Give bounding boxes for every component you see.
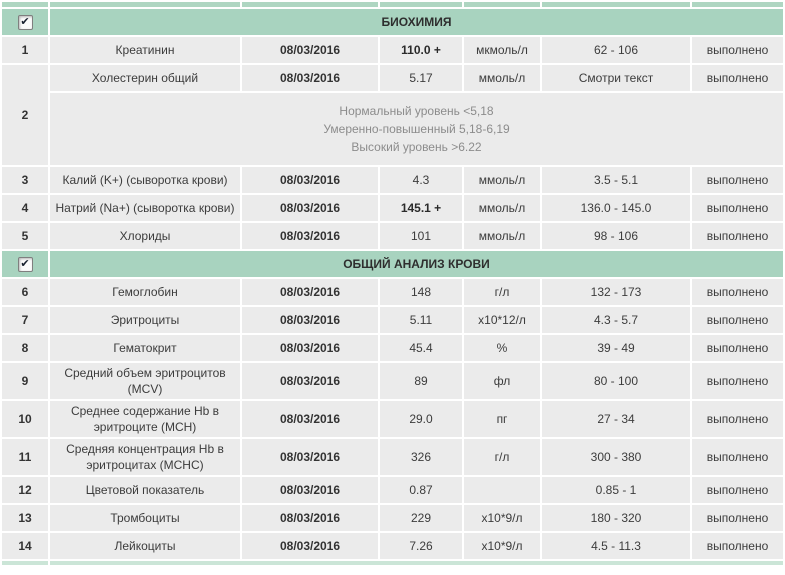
- partial-cell: [542, 2, 690, 7]
- partial-cell: [2, 2, 48, 7]
- date-cell: 08/03/2016: [242, 505, 378, 531]
- units-cell: х10*9/л: [464, 505, 540, 531]
- row-number-cell: 5: [2, 223, 48, 249]
- partial-cell: [50, 561, 783, 565]
- status-cell: выполнено: [692, 279, 783, 305]
- status-cell: выполнено: [692, 477, 783, 503]
- partial-cell: [692, 2, 783, 7]
- value-cell: 101: [380, 223, 462, 249]
- reference-range-cell: 136.0 - 145.0: [542, 195, 690, 221]
- units-cell: [464, 477, 540, 503]
- date-cell: 08/03/2016: [242, 65, 378, 91]
- units-cell: ммоль/л: [464, 167, 540, 193]
- units-cell: фл: [464, 363, 540, 399]
- row-number-cell: 1: [2, 37, 48, 63]
- date-cell: 08/03/2016: [242, 335, 378, 361]
- reference-range-cell: 3.5 - 5.1: [542, 167, 690, 193]
- test-name-cell: Тромбоциты: [50, 505, 240, 531]
- test-name-cell: Гематокрит: [50, 335, 240, 361]
- lab-result-row[interactable]: [2, 279, 783, 305]
- note-cell: [50, 93, 783, 165]
- reference-range-cell: 132 - 173: [542, 279, 690, 305]
- reference-range-cell: 98 - 106: [542, 223, 690, 249]
- section-header-row: [2, 9, 783, 35]
- reference-range-cell: Смотри текст: [542, 65, 690, 91]
- test-name-cell: Креатинин: [50, 37, 240, 63]
- date-cell: 08/03/2016: [242, 363, 378, 399]
- value-cell: 326: [380, 439, 462, 475]
- value-cell: 29.0: [380, 401, 462, 437]
- partial-row-top: [2, 2, 783, 7]
- row-number-cell: 13: [2, 505, 48, 531]
- reference-range-cell: 62 - 106: [542, 37, 690, 63]
- row-number-cell: 14: [2, 533, 48, 559]
- note-row: [2, 93, 783, 165]
- value-cell: 7.26: [380, 533, 462, 559]
- row-number-cell: 7: [2, 307, 48, 333]
- row-number-cell: 10: [2, 401, 48, 437]
- units-cell: х10*9/л: [464, 533, 540, 559]
- value-cell: 110.0 +: [380, 37, 462, 63]
- row-number-cell: 6: [2, 279, 48, 305]
- lab-result-row[interactable]: [2, 505, 783, 531]
- units-cell: ммоль/л: [464, 195, 540, 221]
- note-line: Нормальный уровень <5,18: [339, 104, 494, 118]
- value-cell: 45.4: [380, 335, 462, 361]
- note-line: Высокий уровень >6.22: [351, 140, 482, 154]
- test-name-cell: Калий (K+) (сыворотка крови): [50, 167, 240, 193]
- date-cell: 08/03/2016: [242, 195, 378, 221]
- test-name-cell: Среднее содержание Hb в эритроците (MCH): [50, 401, 240, 437]
- lab-result-row[interactable]: [2, 223, 783, 249]
- status-cell: выполнено: [692, 223, 783, 249]
- checkbox-checked-icon[interactable]: ✔: [18, 15, 33, 30]
- partial-cell: [50, 2, 240, 7]
- lab-result-row[interactable]: [2, 401, 783, 437]
- status-cell: выполнено: [692, 307, 783, 333]
- partial-cell: [2, 561, 48, 565]
- status-cell: выполнено: [692, 533, 783, 559]
- partial-cell: [464, 2, 540, 7]
- lab-result-row[interactable]: [2, 167, 783, 193]
- row-number-cell: 3: [2, 167, 48, 193]
- date-cell: 08/03/2016: [242, 37, 378, 63]
- date-cell: 08/03/2016: [242, 167, 378, 193]
- status-cell: выполнено: [692, 363, 783, 399]
- row-number-cell: 8: [2, 335, 48, 361]
- units-cell: ммоль/л: [464, 223, 540, 249]
- lab-result-row[interactable]: [2, 477, 783, 503]
- row-number-cell: 9: [2, 363, 48, 399]
- units-cell: ммоль/л: [464, 65, 540, 91]
- test-name-cell: Эритроциты: [50, 307, 240, 333]
- partial-row-bottom: [2, 561, 783, 565]
- reference-range-cell: 4.5 - 11.3: [542, 533, 690, 559]
- date-cell: 08/03/2016: [242, 223, 378, 249]
- value-cell: 4.3: [380, 167, 462, 193]
- date-cell: 08/03/2016: [242, 279, 378, 305]
- units-cell: г/л: [464, 279, 540, 305]
- status-cell: выполнено: [692, 37, 783, 63]
- units-cell: пг: [464, 401, 540, 437]
- test-name-cell: Лейкоциты: [50, 533, 240, 559]
- test-name-cell: Холестерин общий: [50, 65, 240, 91]
- section-title-cell: ОБЩИЙ АНАЛИЗ КРОВИ: [50, 251, 783, 277]
- reference-range-cell: 80 - 100: [542, 363, 690, 399]
- value-cell: 148: [380, 279, 462, 305]
- test-name-cell: Средняя концентрация Hb в эритроцитах (MCHC): [50, 439, 240, 475]
- date-cell: 08/03/2016: [242, 307, 378, 333]
- reference-range-cell: 27 - 34: [542, 401, 690, 437]
- section-header-row: [2, 251, 783, 277]
- status-cell: выполнено: [692, 335, 783, 361]
- lab-result-row[interactable]: [2, 439, 783, 475]
- lab-result-row[interactable]: [2, 65, 783, 91]
- row-number-cell: 12: [2, 477, 48, 503]
- status-cell: выполнено: [692, 167, 783, 193]
- lab-result-row[interactable]: [2, 363, 783, 399]
- value-cell: 145.1 +: [380, 195, 462, 221]
- test-name-cell: Хлориды: [50, 223, 240, 249]
- partial-cell: [242, 2, 378, 7]
- status-cell: выполнено: [692, 195, 783, 221]
- row-number-cell: 4: [2, 195, 48, 221]
- row-number-cell: 11: [2, 439, 48, 475]
- test-name-cell: Средний объем эритроцитов (MCV): [50, 363, 240, 399]
- checkbox-checked-icon[interactable]: ✔: [18, 257, 33, 272]
- status-cell: выполнено: [692, 439, 783, 475]
- status-cell: выполнено: [692, 505, 783, 531]
- date-cell: 08/03/2016: [242, 439, 378, 475]
- units-cell: х10*12/л: [464, 307, 540, 333]
- units-cell: г/л: [464, 439, 540, 475]
- value-cell: 5.11: [380, 307, 462, 333]
- section-title-cell: БИОХИМИЯ: [50, 9, 783, 35]
- lab-result-row[interactable]: [2, 533, 783, 559]
- value-cell: 5.17: [380, 65, 462, 91]
- date-cell: 08/03/2016: [242, 533, 378, 559]
- reference-range-cell: 39 - 49: [542, 335, 690, 361]
- section-checkbox-cell: [2, 9, 48, 35]
- value-cell: 89: [380, 363, 462, 399]
- status-cell: выполнено: [692, 65, 783, 91]
- test-name-cell: Гемоглобин: [50, 279, 240, 305]
- reference-range-cell: 0.85 - 1: [542, 477, 690, 503]
- test-name-cell: Цветовой показатель: [50, 477, 240, 503]
- value-cell: 229: [380, 505, 462, 531]
- date-cell: 08/03/2016: [242, 401, 378, 437]
- partial-cell: [380, 2, 462, 7]
- lab-result-row[interactable]: [2, 37, 783, 63]
- lab-result-row[interactable]: [2, 195, 783, 221]
- row-number-cell: 2: [2, 65, 48, 165]
- units-cell: мкмоль/л: [464, 37, 540, 63]
- date-cell: 08/03/2016: [242, 477, 378, 503]
- value-cell: 0.87: [380, 477, 462, 503]
- note-line: Умеренно-повышенный 5,18-6,19: [323, 122, 510, 136]
- section-checkbox-cell: [2, 251, 48, 277]
- lab-result-row[interactable]: [2, 307, 783, 333]
- reference-range-cell: 4.3 - 5.7: [542, 307, 690, 333]
- units-cell: %: [464, 335, 540, 361]
- status-cell: выполнено: [692, 401, 783, 437]
- lab-result-row[interactable]: [2, 335, 783, 361]
- reference-range-cell: 300 - 380: [542, 439, 690, 475]
- reference-range-cell: 180 - 320: [542, 505, 690, 531]
- test-name-cell: Натрий (Na+) (сыворотка крови): [50, 195, 240, 221]
